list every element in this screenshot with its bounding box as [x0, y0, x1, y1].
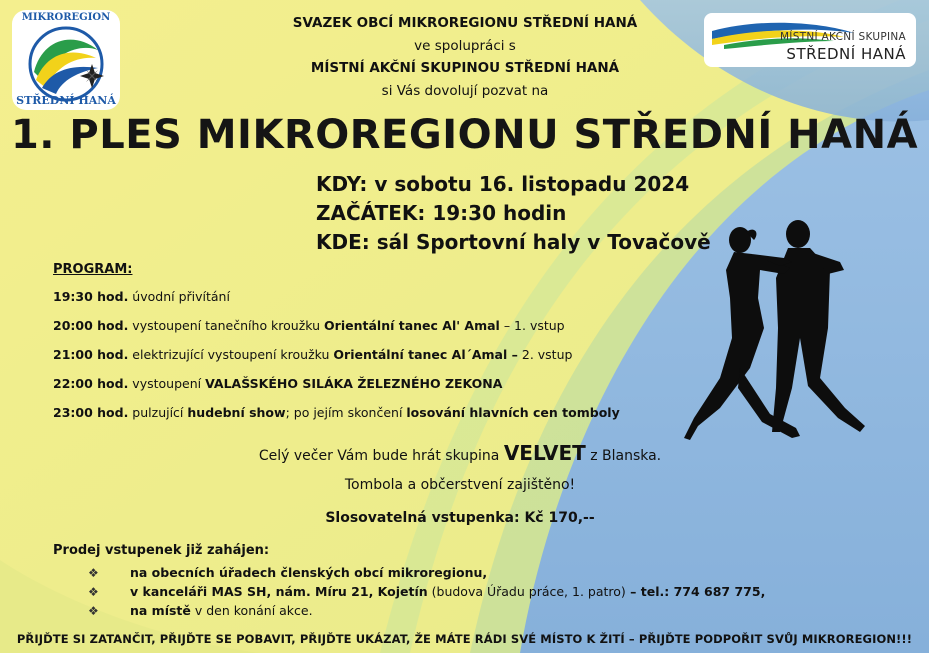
band-line: [180, 441, 740, 465]
sales-text: – tel.: 774 687 775,: [625, 584, 766, 599]
info-start: ZAČÁTEK: 19:30 hodin: [316, 201, 567, 225]
sales-item: [88, 565, 487, 580]
program-text: – 1. vstup: [499, 318, 565, 333]
program-text: hudební show: [187, 405, 286, 420]
mas-logo: [704, 13, 916, 67]
ticket-price: Slosovatelná vstupenka: Kč 170,--: [325, 510, 595, 526]
sales-heading: Prodej vstupenek již zahájen:: [53, 543, 270, 558]
tombola-line: Tombola a občerstvení zajištěno!: [344, 477, 576, 493]
sales-text: (budova Úřadu práce, 1. patro): [427, 584, 626, 599]
program-item: [53, 289, 230, 304]
bullet-icon: ❖: [88, 585, 99, 599]
program-item: [53, 376, 502, 391]
band-name: VELVET: [503, 441, 586, 465]
band-post: z Blanska.: [585, 448, 662, 464]
info-date: KDY: v sobotu 16. listopadu 2024: [316, 172, 690, 196]
header-line4: si Vás dovolují pozvat na: [381, 83, 549, 99]
program-time: 19:30 hod.: [53, 289, 129, 304]
program-time: 20:00 hod.: [53, 318, 129, 333]
program-time: 22:00 hod.: [53, 376, 129, 391]
program-text: pulzující: [128, 405, 188, 420]
mikroregion-logo: [12, 10, 120, 110]
bullet-icon: ❖: [88, 604, 99, 618]
mas-logo-line1: MÍSTNÍ AKČNÍ SKUPINA: [779, 31, 906, 43]
program-item: [53, 318, 565, 333]
sales-item: [88, 584, 765, 599]
mas-logo-line2: STŘEDNÍ HANÁ: [786, 45, 906, 63]
program-text: ; po jejím skončení: [285, 405, 407, 420]
sales-item: [88, 603, 313, 618]
program-text: vystoupení tanečního kroužku: [128, 318, 325, 333]
bullet-icon: ❖: [88, 566, 99, 580]
footer-slogan: PŘIJĎTE SI ZATANČIT, PŘIJĎTE SE POBAVIT, PŘIJĎTE UKÁZAT, ŽE MÁTE RÁDI SVÉ MÍSTO K ŽITÍ – PŘIJĎTE PODPOŘIT SVŮJ MIKROREGION!!!: [16, 632, 913, 646]
program-text: VALAŠSKÉHO SILÁKA ŽELEZNÉHO ZEKONA: [205, 376, 503, 391]
header-line2: ve spolupráci s: [414, 38, 516, 54]
program-text: losování hlavních cen tomboly: [406, 405, 620, 420]
header-line1: SVAZEK OBCÍ MIKROREGIONU STŘEDNÍ HANÁ: [292, 15, 638, 31]
page-title: 1. PLES MIKROREGIONU STŘEDNÍ HANÁ: [10, 112, 919, 158]
program-time: 21:00 hod.: [53, 347, 129, 362]
dancing-couple-silhouette-icon: [680, 218, 905, 443]
sales-text: v den konání akce.: [190, 603, 313, 618]
program-item: [53, 405, 620, 420]
sales-text: na obecních úřadech členských obcí mikroregionu,: [130, 565, 488, 580]
program-text: Orientální tanec Al´Amal –: [333, 347, 518, 362]
program-text: 2. vstup: [517, 347, 573, 362]
program-item: [53, 347, 572, 362]
program-time: 23:00 hod.: [53, 405, 129, 420]
band-pre: Celý večer Vám bude hrát skupina: [258, 448, 504, 464]
program-heading: PROGRAM:: [53, 262, 133, 277]
logo-top-text: MIKROREGION: [21, 12, 111, 23]
sales-text: v kanceláři MAS SH, nám. Míru 21, Kojetín: [130, 584, 428, 599]
program-text: úvodní přivítání: [128, 289, 230, 304]
header-line3: MÍSTNÍ AKČNÍ SKUPINOU STŘEDNÍ HANÁ: [310, 60, 620, 76]
program-text: Orientální tanec Al' Amal: [324, 318, 500, 333]
program-text: elektrizující vystoupení kroužku: [128, 347, 334, 362]
info-place: KDE: sál Sportovní haly v Tovačově: [316, 230, 711, 254]
program-text: vystoupení: [128, 376, 206, 391]
sales-text: na místě: [130, 603, 191, 618]
logo-bottom-text: STŘEDNÍ HANÁ: [16, 94, 116, 107]
